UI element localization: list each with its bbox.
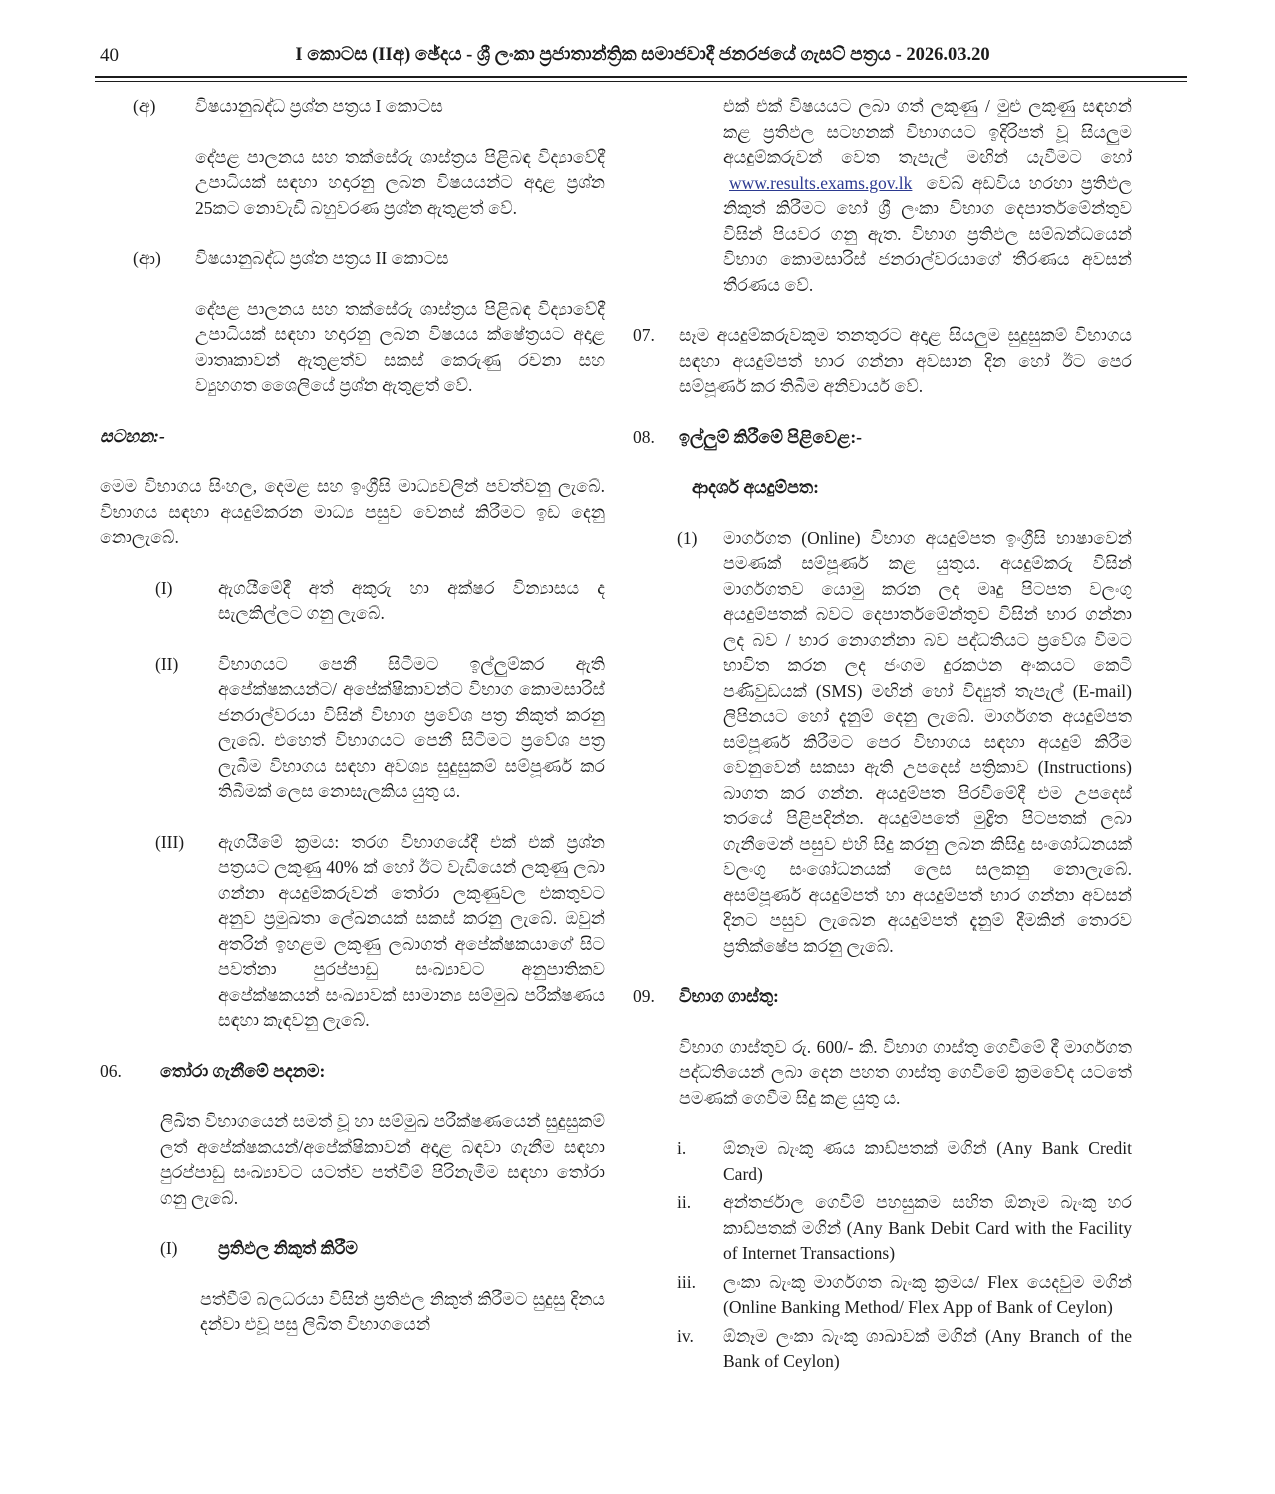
page-header — [100, 44, 1185, 66]
online-application-item-label: (1) — [677, 527, 698, 548]
section-07-number: 07. — [633, 325, 655, 345]
sub-section-results-heading: ප්‍රතිඵල නිකුත් කිරීම — [218, 1238, 358, 1258]
payment-method-2-label: ii. — [677, 1192, 692, 1212]
continuation-paragraph — [723, 94, 1132, 298]
list-item-a-title: විෂයානුබද්ධ ප්‍රශ්න පත්‍රය I කොටස — [195, 96, 443, 116]
section-08-subheading: ආදර්ශ අයදුම්පත: — [692, 477, 819, 497]
list-item-aa-body: දේපළ පාලනය සහ තක්සේරු ශාස්ත්‍රය පිළිබඳ විද්‍යාවේදී උපාධියක් සඳහා හදාරනු ලබන විෂයය ක්ෂේත්‍රයට අදාළ මාතෘකාවන් ඇතුළත්ව සකස් කෙරුණු රචනා සහ ව්‍යුහගත ශෛලියේ ප්‍රශ්න ඇතුළත් වේ. — [195, 298, 605, 395]
list-item-a-body: දේපළ පාලනය සහ තක්සේරු ශාස්ත්‍රය පිළිබඳ විද්‍යාවේදී උපාධියක් සඳහා හදාරනු ලබන විෂයයන්ට අදාළ ප්‍රශ්න 25කට නොවැඩි බහුවරණ ප්‍රශ්න ඇතුළත් වේ. — [195, 146, 605, 218]
section-09-heading: විභාග ගාස්තු: — [679, 986, 779, 1006]
continuation-text-after-link: වෙබ් අඩවිය හරහා ප්‍රතිඵල නිකුත් කිරීමට හෝ ශ්‍රී ලංකා විභාග දෙපාර්තමේන්තුව විසින් පියවර ගනු ඇත. විභාග ප්‍රතිඵල සම්බන්ධයෙන් විභාග කොමසාරිස් ජනරාල්වරයාගේ තීරණය අවසන් තීරණය වේ. — [723, 172, 1132, 295]
payment-method-2-body: අන්තර්ජාල ගෙවීම් පහසුකම සහිත ඕනෑම බැංකු හර කාඩ්පතක් මගින් (Any Bank Debit Card with the Facility of Internet Transactions) — [723, 1192, 1132, 1263]
section-09-number: 09. — [633, 986, 655, 1006]
payment-method-3-body: ලංකා බැංකු මාර්ගගත බැංකු ක්‍රමය/ Flex යෙදවුම මගින් (Online Banking Method/ Flex App of Bank of Ceylon) — [723, 1271, 1132, 1317]
payment-method-3 — [677, 1270, 1132, 1321]
roman-item-2-label: (II) — [155, 653, 179, 674]
page-number: 40 — [100, 45, 119, 66]
sub-section-results — [160, 1236, 605, 1262]
roman-item-1-body: ඇගයීමේදී අත් අකුරු හා අක්ෂර වින්‍යාසය ද සැලකිල්ලට ගනු ලැබේ. — [218, 577, 605, 623]
content-columns — [100, 94, 1132, 1378]
header-title: I කොටස (IIඅ) ඡේදය - ශ්‍රී ලංකා ප්‍රජාතාන්ත්‍රික සමාජවාදී ජනරජයේ ගැසට් පත්‍රය - 2026.03.20 — [295, 45, 990, 65]
list-item-aa-label: (ආ) — [133, 248, 161, 268]
header-rule — [95, 76, 1187, 82]
left-column — [100, 94, 605, 1378]
payment-method-3-label: iii. — [677, 1271, 696, 1292]
roman-item-3-label: (III) — [155, 831, 185, 852]
roman-item-2 — [155, 652, 605, 805]
section-06 — [100, 1059, 605, 1085]
list-item-aa — [133, 246, 605, 272]
section-06-body: ලිඛිත විභාගයෙන් සමත් වූ හා සම්මුඛ පරීක්ෂණයෙන් සුදුසුකම් ලත් අපේක්ෂකයන්/අපේක්ෂිකාවන් අදාළ බඳවා ගැනීම සඳහා පුරප්පාඩු සංඛ්‍යාවට යටත්ව පත්වීම් පිරිනැමීම සඳහා තෝරා ගනු ලැබේ. — [160, 1111, 605, 1208]
payment-method-1 — [677, 1136, 1132, 1187]
payment-method-1-body: ඕනෑම බැංකු ණය කාඩ්පතක් මගින් (Any Bank Credit Card) — [723, 1138, 1132, 1184]
payment-method-2 — [677, 1190, 1132, 1267]
payment-method-4 — [677, 1324, 1132, 1375]
right-column — [633, 94, 1132, 1378]
note-body: මෙම විභාගය සිංහල, දෙමළ සහ ඉංග්‍රීසි මාධ්‍යවලින් පවත්වනු ලැබේ. විභාගය සඳහා අයදුම්කරන මාධ්‍ය පසුව වෙනස් කිරීමට ඉඩ දෙනු නොලැබේ. — [100, 476, 605, 547]
list-item-aa-title: විෂයානුබද්ධ ප්‍රශ්න පත්‍රය II කොටස — [195, 248, 449, 268]
online-application-item — [677, 526, 1132, 960]
list-item-a — [133, 94, 605, 120]
roman-item-3 — [155, 830, 605, 1034]
section-09-body: විභාග ගාස්තුව රු. 600/- කි. විභාග ගාස්තු ගෙවීමේ දී මාර්ගගත පද්ධතියෙන් ලබා දෙන පහත ගාස්තු ගෙවීමේ ක්‍රමවේද යටතේ පමණක් ගෙවීම සිදු කළ යුතු ය. — [679, 1036, 1132, 1108]
payment-method-4-label: iv. — [677, 1325, 694, 1346]
section-08-number: 08. — [633, 426, 655, 447]
sub-section-results-body: පත්වීම් බලධරයා විසින් ප්‍රතිඵල නිකුත් කිරීමට සුදුසු දිනය දන්වා එවූ පසු ලිඛිත විභාගයෙන් — [200, 1288, 605, 1334]
online-application-item-body: මාර්ගගත (Online) විභාග අයදුම්පත ඉංග්‍රීසි භාෂාවෙන් පමණක් සම්පූර්ණ කළ යුතුය. අයදුම්කරු විසින් මාර්ගගතව යොමු කරන ලද මෘදු පිටපත වලංගු අයදුම්පතක් බවට දෙපාර්තමේන්තුව විසින් භාර ගන්නා ලද බව / භාර නොගන්නා බව පද්ධතියට ප්‍රවේශ වීමට භාවිත කරන ලද ජංගම දුරකථන අංකයට කෙටි පණිවුඩයක් (SMS) මඟින් හෝ විද්‍යුත් තැපැල් (E-mail) ලිපිනයට හෝ දැනුම් දෙනු ලැබේ. මාර්ගගත අයදුම්පත සම්පූර්ණ කිරීමට පෙර විභාගය සඳහා අයදුම් කිරීම වෙනුවෙන් සකසා ඇති උපදෙස් පත්‍රිකාව (Instructions) බාගත කර ගන්න. අයදුම්පත පිරවීමේදී එම උපදෙස් තරයේ පිළිපදින්න. අයදුම්පතේ මුද්‍රිත පිටපතක් ලබා ගැනීමෙන් පසුව එහි සිදු කරනු ලබන කිසිදු සංශෝධනයක් වලංගු සංශෝධනයක් ලෙස සලකනු නොලැබේ. අසම්පූර්ණ අයදුම්පත් හා අයදුම්පත් භාර ගන්නා අවසන් දිනට පසුව ලැබෙන අයදුම්පත් දැනුම් දීමකින් තොරව ප්‍රතික්ෂේප කරනු ලැබේ. — [723, 527, 1132, 956]
results-website-link[interactable]: www.results.exams.gov.lk — [729, 172, 913, 193]
roman-item-1-label: (I) — [155, 577, 173, 598]
section-07-body: සෑම අයදුම්කරුවකුම තනතුරට අදාළ සියලුම සුදුසුකම් විභාගය සඳහා අයදුම්පත් භාර ගන්නා අවසාන දින හෝ ඊට පෙර සම්පූර්ණ කර තිබීම අනිවාර්ය වේ. — [679, 325, 1132, 396]
list-item-a-label: (අ) — [133, 96, 156, 116]
roman-item-1 — [155, 576, 605, 627]
section-08 — [633, 425, 1132, 451]
section-07 — [633, 323, 1132, 400]
roman-item-3-body: ඇගයීමේ ක්‍රමය: තරග විභාගයේදී එක් එක් ප්‍රශ්න පත්‍රයට ලකුණු 40% ක් හෝ ඊට වැඩියෙන් ලකුණු ලබා ගන්නා අයදුම්කරුවන් තෝරා ලකුණුවල එකතුවට අනුව ප්‍රමුඛතා ලේඛනයක් සකස් කරනු ලැබේ. ඔවුන් අතරින් ඉහළම ලකුණු ලබාගත් අපේක්ෂකයාගේ සිට පවත්නා පුරප්පාඩු සංඛ්‍යාවට අනුපාතිකව අපේක්ෂකයන් සංඛ්‍යාවක් සාමාන්‍ය සම්මුඛ පරීක්ෂණය සඳහා කැඳවනු ලැබේ. — [218, 831, 605, 1030]
payment-method-1-label: i. — [677, 1138, 687, 1158]
section-08-heading: ඉල්ලුම් කිරීමේ පිළිවෙළ:- — [679, 426, 862, 447]
note-heading: සටහන:- — [100, 425, 165, 446]
section-06-heading: තෝරා ගැනීමේ පදනම: — [160, 1060, 326, 1081]
payment-method-4-body: ඕනෑම ලංකා බැංකු ශාඛාවක් මගින් (Any Branch of the Bank of Ceylon) — [723, 1325, 1132, 1371]
section-06-number: 06. — [100, 1060, 122, 1081]
roman-item-2-body: විභාගයට පෙනී සිටීමට ඉල්ලුම්කර ඇති අපේක්ෂකයන්ට/ අපේක්ෂිකාවන්ට විභාග කොමසාරිස් ජනරාල්වරයා විසින් විභාග ප්‍රවේශ පත්‍ර නිකුත් කරනු ලැබේ. එහෙත් විභාගයට පෙනී සිටීමට ප්‍රවේශ පත්‍ර ලැබීම විභාගය සඳහා අවශ්‍ය සුදුසුකම් සම්පූර්ණ කර තිබීමක් ලෙස නොසැලකිය යුතු ය. — [218, 653, 605, 801]
continuation-text-before-link: එක් එක් විෂයයට ලබා ගත් ලකුණු / මුළු ලකුණු සඳහන් කළ ප්‍රතිඵල සටහනක් විභාගයට ඉදිරිපත් වූ සියලුම අයදුම්කරුවන් වෙත තැපැල් මඟින් යැවීමට හෝ — [723, 96, 1132, 167]
sub-section-results-label: (I) — [160, 1238, 178, 1258]
section-09 — [633, 984, 1132, 1010]
